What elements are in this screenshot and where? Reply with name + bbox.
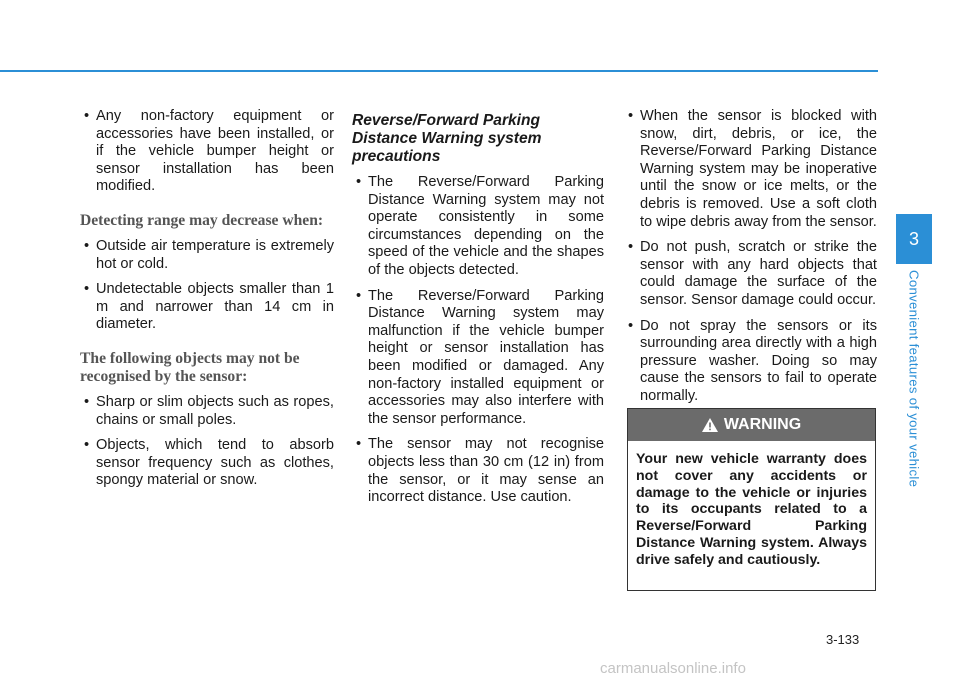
footer-watermark: carmanualsonline.info [600, 660, 746, 677]
list-item: • Sharp or slim objects such as ropes, chains or small poles. [80, 394, 334, 429]
list-item: • The sensor may not recognise objects less than 30 cm (12 in) from the sensor, or it may sense an incorrect distance. Use caution. [352, 436, 604, 506]
list-item: • Do not spray the sensors or its surrounding area directly with a high pressure washer. Doing so may cause the sensors to fail to operate normally. [624, 318, 877, 406]
section-heading-objects: The following objects may not be recognised by the sensor: [80, 349, 300, 385]
list-item: • Undetectable objects smaller than 1 m and narrower than 14 cm in diameter. [80, 281, 334, 334]
warning-text: Your new vehicle warranty does not cover any accidents or damage to the vehicle or injuries to its occupants related to a Reverse/Forward Parking Distance Warning system. Always drive safely and cautiously. [636, 451, 867, 568]
list-item: • Any non-factory equipment or accessories have been installed, or if the vehicle bumper height or sensor installation has been modified. [80, 108, 334, 196]
warning-triangle-icon [702, 418, 718, 432]
list-item: • Outside air temperature is extremely hot or cold. [80, 238, 334, 273]
bullet-list-objects [80, 394, 334, 490]
list-item: • Do not push, scratch or strike the sensor with any hard objects that could damage the surface of the sensor. Sensor damage could occur. [624, 239, 877, 309]
list-item: • Objects, which tend to absorb sensor frequency such as clothes, spongy material or snow. [80, 437, 334, 490]
section-heading-range: Detecting range may decrease when: [80, 211, 324, 229]
bullet-list-precautions [352, 174, 604, 507]
chapter-number: 3 [908, 228, 919, 249]
bullet-list-top [80, 108, 334, 196]
right-column [624, 108, 877, 414]
list-item: • The Reverse/Forward Parking Distance Warning system may malfunction if the vehicle bumper height or sensor installation has been modified or damaged. Any non-factory installed equipment or accessories may also interfere with the sensor performance. [352, 288, 604, 429]
middle-column [352, 108, 604, 515]
header-rule [0, 70, 878, 72]
section-title: Reverse/Forward Parking Distance Warning system precautions [352, 112, 542, 165]
page-number: 3-133 [826, 632, 860, 647]
chapter-title: Convenient features of your vehicle [906, 270, 922, 488]
chapter-title-vertical [896, 270, 932, 500]
list-item: • When the sensor is blocked with snow, dirt, debris, or ice, the Reverse/Forward Parking Distance Warning system may be inoperative until the snow or ice melts, or the debris is removed. Use a soft cloth to wipe debris away from the sensor. [624, 108, 877, 231]
bullet-list-range [80, 238, 334, 334]
list-item: • The Reverse/Forward Parking Distance Warning system may not operate consistently in some circumstances depending on the speed of the vehicle and the shapes of the objects detected. [352, 174, 604, 280]
warning-label: WARNING [723, 416, 802, 433]
warning-box [627, 408, 876, 591]
warning-header [628, 409, 875, 441]
left-column [80, 108, 334, 498]
bullet-list-sensor [624, 108, 877, 406]
